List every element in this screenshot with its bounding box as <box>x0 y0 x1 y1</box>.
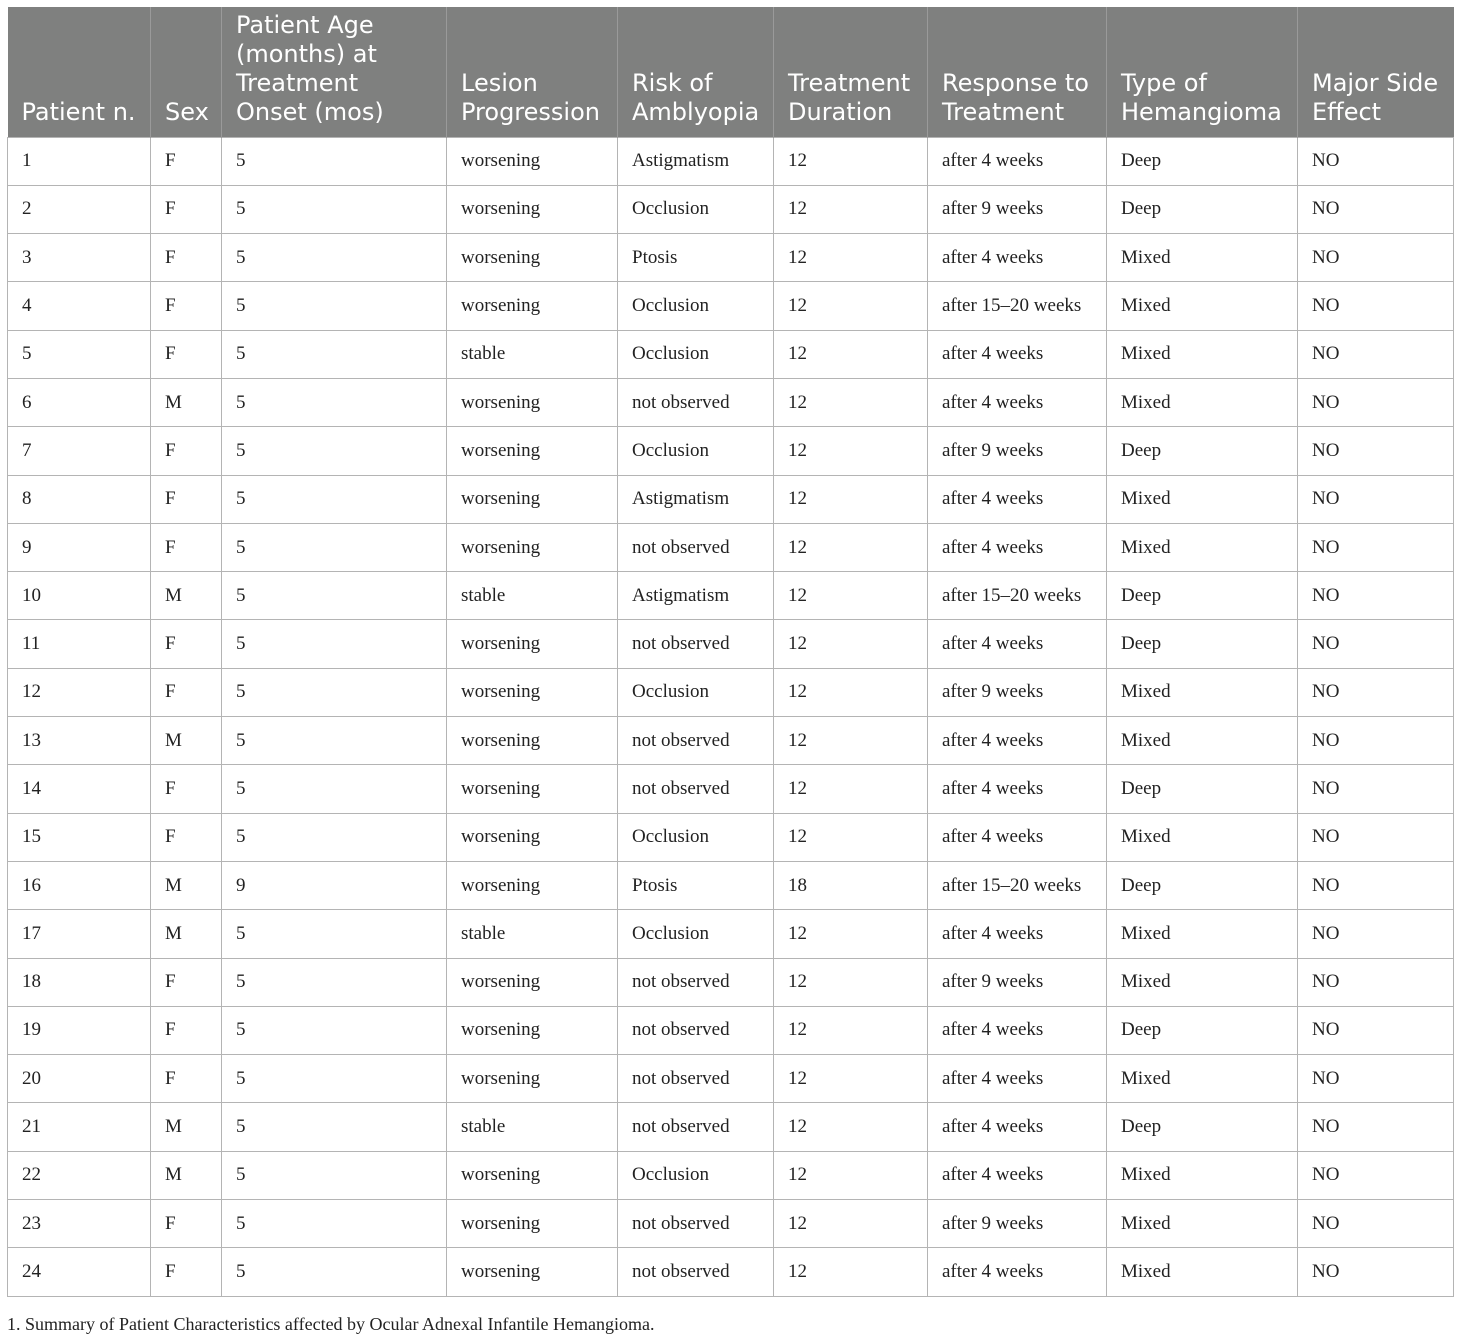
cell-type-of-hemangioma: Deep <box>1107 1006 1298 1054</box>
cell-risk-of-amblyopia: not observed <box>618 1006 774 1054</box>
cell-major-side-effect: NO <box>1298 1151 1454 1199</box>
cell-risk-of-amblyopia: Occlusion <box>618 185 774 233</box>
cell-patient-number: 18 <box>8 958 151 1006</box>
cell-patient-number: 3 <box>8 234 151 282</box>
cell-response-to-treatment: after 15–20 weeks <box>928 861 1107 909</box>
cell-lesion-progression: worsening <box>447 137 618 185</box>
cell-response-to-treatment: after 4 weeks <box>928 378 1107 426</box>
cell-treatment-duration: 12 <box>774 1248 928 1296</box>
cell-risk-of-amblyopia: not observed <box>618 958 774 1006</box>
cell-treatment-duration: 12 <box>774 1103 928 1151</box>
cell-sex: F <box>151 1006 222 1054</box>
cell-patient-age: 5 <box>222 475 447 523</box>
cell-lesion-progression: stable <box>447 910 618 958</box>
cell-type-of-hemangioma: Deep <box>1107 861 1298 909</box>
cell-major-side-effect: NO <box>1298 378 1454 426</box>
cell-major-side-effect: NO <box>1298 1248 1454 1296</box>
cell-type-of-hemangioma: Deep <box>1107 137 1298 185</box>
cell-response-to-treatment: after 4 weeks <box>928 330 1107 378</box>
header-patient-age: Patient Age (months) at Treatment Onset (mos) <box>222 7 447 137</box>
cell-response-to-treatment: after 9 weeks <box>928 1200 1107 1248</box>
cell-patient-age: 5 <box>222 1006 447 1054</box>
cell-type-of-hemangioma: Mixed <box>1107 1200 1298 1248</box>
cell-treatment-duration: 12 <box>774 1055 928 1103</box>
cell-risk-of-amblyopia: Ptosis <box>618 234 774 282</box>
cell-type-of-hemangioma: Mixed <box>1107 523 1298 571</box>
cell-type-of-hemangioma: Mixed <box>1107 475 1298 523</box>
cell-sex: M <box>151 861 222 909</box>
cell-major-side-effect: NO <box>1298 861 1454 909</box>
cell-patient-age: 5 <box>222 668 447 716</box>
cell-response-to-treatment: after 9 weeks <box>928 958 1107 1006</box>
cell-response-to-treatment: after 4 weeks <box>928 1103 1107 1151</box>
cell-major-side-effect: NO <box>1298 1103 1454 1151</box>
cell-risk-of-amblyopia: Occlusion <box>618 668 774 716</box>
cell-type-of-hemangioma: Mixed <box>1107 717 1298 765</box>
cell-sex: F <box>151 427 222 475</box>
header-risk-of-amblyopia: Risk of Amblyopia <box>618 7 774 137</box>
table-row <box>8 282 1454 330</box>
header-patient-number: Patient n. <box>8 7 151 137</box>
cell-major-side-effect: NO <box>1298 1006 1454 1054</box>
cell-risk-of-amblyopia: not observed <box>618 378 774 426</box>
cell-patient-age: 5 <box>222 813 447 861</box>
table-row <box>8 910 1454 958</box>
cell-sex: F <box>151 668 222 716</box>
cell-lesion-progression: worsening <box>447 475 618 523</box>
table-row <box>8 1151 1454 1199</box>
cell-lesion-progression: stable <box>447 572 618 620</box>
cell-treatment-duration: 12 <box>774 523 928 571</box>
table-row <box>8 1103 1454 1151</box>
cell-patient-age: 5 <box>222 910 447 958</box>
cell-lesion-progression: worsening <box>447 861 618 909</box>
cell-lesion-progression: worsening <box>447 717 618 765</box>
table-row <box>8 378 1454 426</box>
table-row <box>8 1200 1454 1248</box>
cell-response-to-treatment: after 4 weeks <box>928 620 1107 668</box>
cell-type-of-hemangioma: Mixed <box>1107 330 1298 378</box>
cell-sex: F <box>151 137 222 185</box>
cell-type-of-hemangioma: Deep <box>1107 185 1298 233</box>
cell-patient-number: 20 <box>8 1055 151 1103</box>
cell-lesion-progression: stable <box>447 1103 618 1151</box>
cell-risk-of-amblyopia: not observed <box>618 1055 774 1103</box>
cell-patient-number: 11 <box>8 620 151 668</box>
cell-risk-of-amblyopia: Astigmatism <box>618 475 774 523</box>
cell-patient-age: 5 <box>222 620 447 668</box>
cell-type-of-hemangioma: Deep <box>1107 620 1298 668</box>
cell-type-of-hemangioma: Deep <box>1107 1103 1298 1151</box>
cell-response-to-treatment: after 4 weeks <box>928 234 1107 282</box>
cell-risk-of-amblyopia: Astigmatism <box>618 572 774 620</box>
cell-lesion-progression: worsening <box>447 427 618 475</box>
cell-treatment-duration: 12 <box>774 1006 928 1054</box>
cell-patient-age: 5 <box>222 378 447 426</box>
patient-characteristics-table <box>7 7 1454 1297</box>
table-body <box>8 137 1454 1296</box>
cell-type-of-hemangioma: Mixed <box>1107 282 1298 330</box>
cell-patient-number: 1 <box>8 137 151 185</box>
cell-risk-of-amblyopia: Occlusion <box>618 910 774 958</box>
cell-treatment-duration: 12 <box>774 1151 928 1199</box>
cell-type-of-hemangioma: Deep <box>1107 572 1298 620</box>
table-row <box>8 813 1454 861</box>
cell-patient-number: 15 <box>8 813 151 861</box>
cell-patient-number: 23 <box>8 1200 151 1248</box>
cell-sex: F <box>151 813 222 861</box>
cell-patient-number: 2 <box>8 185 151 233</box>
cell-type-of-hemangioma: Mixed <box>1107 813 1298 861</box>
cell-treatment-duration: 12 <box>774 668 928 716</box>
cell-patient-number: 24 <box>8 1248 151 1296</box>
cell-lesion-progression: worsening <box>447 1200 618 1248</box>
cell-response-to-treatment: after 4 weeks <box>928 1055 1107 1103</box>
cell-type-of-hemangioma: Mixed <box>1107 1151 1298 1199</box>
cell-lesion-progression: worsening <box>447 1055 618 1103</box>
cell-major-side-effect: NO <box>1298 910 1454 958</box>
table-row <box>8 572 1454 620</box>
table-row <box>8 427 1454 475</box>
cell-treatment-duration: 18 <box>774 861 928 909</box>
cell-patient-age: 5 <box>222 1055 447 1103</box>
cell-major-side-effect: NO <box>1298 717 1454 765</box>
cell-sex: F <box>151 282 222 330</box>
table-row <box>8 234 1454 282</box>
cell-patient-age: 5 <box>222 330 447 378</box>
cell-patient-number: 21 <box>8 1103 151 1151</box>
cell-patient-number: 5 <box>8 330 151 378</box>
cell-risk-of-amblyopia: Occlusion <box>618 282 774 330</box>
cell-treatment-duration: 12 <box>774 330 928 378</box>
cell-lesion-progression: worsening <box>447 813 618 861</box>
cell-patient-number: 10 <box>8 572 151 620</box>
cell-major-side-effect: NO <box>1298 185 1454 233</box>
cell-lesion-progression: worsening <box>447 378 618 426</box>
cell-risk-of-amblyopia: not observed <box>618 1103 774 1151</box>
cell-patient-number: 16 <box>8 861 151 909</box>
cell-type-of-hemangioma: Mixed <box>1107 378 1298 426</box>
cell-major-side-effect: NO <box>1298 282 1454 330</box>
table-caption: 1. Summary of Patient Characteristics affected by Ocular Adnexal Infantile Hemangioma. <box>7 1314 655 1334</box>
cell-response-to-treatment: after 4 weeks <box>928 765 1107 813</box>
table-row <box>8 475 1454 523</box>
cell-lesion-progression: worsening <box>447 765 618 813</box>
cell-treatment-duration: 12 <box>774 765 928 813</box>
cell-response-to-treatment: after 4 weeks <box>928 717 1107 765</box>
cell-response-to-treatment: after 4 weeks <box>928 910 1107 958</box>
cell-patient-number: 4 <box>8 282 151 330</box>
cell-patient-number: 13 <box>8 717 151 765</box>
cell-response-to-treatment: after 9 weeks <box>928 427 1107 475</box>
cell-risk-of-amblyopia: Occlusion <box>618 427 774 475</box>
cell-risk-of-amblyopia: not observed <box>618 620 774 668</box>
cell-sex: M <box>151 1103 222 1151</box>
cell-response-to-treatment: after 15–20 weeks <box>928 572 1107 620</box>
cell-major-side-effect: NO <box>1298 427 1454 475</box>
cell-patient-number: 14 <box>8 765 151 813</box>
cell-treatment-duration: 12 <box>774 620 928 668</box>
cell-risk-of-amblyopia: Occlusion <box>618 813 774 861</box>
cell-major-side-effect: NO <box>1298 330 1454 378</box>
cell-type-of-hemangioma: Deep <box>1107 765 1298 813</box>
cell-lesion-progression: worsening <box>447 620 618 668</box>
cell-patient-age: 5 <box>222 1248 447 1296</box>
header-lesion-progression: Lesion Progression <box>447 7 618 137</box>
cell-risk-of-amblyopia: not observed <box>618 523 774 571</box>
cell-treatment-duration: 12 <box>774 137 928 185</box>
cell-lesion-progression: worsening <box>447 185 618 233</box>
cell-sex: F <box>151 330 222 378</box>
cell-patient-number: 7 <box>8 427 151 475</box>
cell-response-to-treatment: after 4 weeks <box>928 523 1107 571</box>
cell-sex: F <box>151 1055 222 1103</box>
cell-lesion-progression: worsening <box>447 1006 618 1054</box>
cell-lesion-progression: worsening <box>447 523 618 571</box>
cell-risk-of-amblyopia: Ptosis <box>618 861 774 909</box>
table-row <box>8 620 1454 668</box>
cell-lesion-progression: worsening <box>447 234 618 282</box>
cell-patient-number: 6 <box>8 378 151 426</box>
cell-major-side-effect: NO <box>1298 1055 1454 1103</box>
header-row <box>8 7 1454 137</box>
cell-risk-of-amblyopia: not observed <box>618 1200 774 1248</box>
cell-major-side-effect: NO <box>1298 765 1454 813</box>
cell-major-side-effect: NO <box>1298 234 1454 282</box>
cell-type-of-hemangioma: Mixed <box>1107 910 1298 958</box>
cell-patient-age: 5 <box>222 523 447 571</box>
cell-sex: F <box>151 234 222 282</box>
table-row <box>8 765 1454 813</box>
cell-sex: F <box>151 523 222 571</box>
table-row <box>8 523 1454 571</box>
cell-major-side-effect: NO <box>1298 137 1454 185</box>
cell-major-side-effect: NO <box>1298 523 1454 571</box>
cell-response-to-treatment: after 9 weeks <box>928 668 1107 716</box>
cell-type-of-hemangioma: Mixed <box>1107 1248 1298 1296</box>
table-row <box>8 1055 1454 1103</box>
cell-patient-age: 5 <box>222 234 447 282</box>
cell-patient-age: 5 <box>222 1200 447 1248</box>
cell-lesion-progression: stable <box>447 330 618 378</box>
cell-patient-age: 5 <box>222 282 447 330</box>
cell-risk-of-amblyopia: Astigmatism <box>618 137 774 185</box>
cell-patient-number: 9 <box>8 523 151 571</box>
cell-treatment-duration: 12 <box>774 717 928 765</box>
cell-sex: F <box>151 1200 222 1248</box>
cell-patient-number: 8 <box>8 475 151 523</box>
cell-treatment-duration: 12 <box>774 958 928 1006</box>
cell-sex: F <box>151 185 222 233</box>
cell-patient-number: 17 <box>8 910 151 958</box>
cell-patient-age: 5 <box>222 717 447 765</box>
cell-patient-age: 5 <box>222 958 447 1006</box>
table-row <box>8 137 1454 185</box>
patient-table-container <box>7 7 1453 1297</box>
table-row <box>8 330 1454 378</box>
cell-major-side-effect: NO <box>1298 958 1454 1006</box>
table-row <box>8 1006 1454 1054</box>
table-row <box>8 185 1454 233</box>
table-row <box>8 958 1454 1006</box>
cell-sex: M <box>151 717 222 765</box>
cell-patient-age: 5 <box>222 1151 447 1199</box>
header-sex: Sex <box>151 7 222 137</box>
cell-treatment-duration: 12 <box>774 813 928 861</box>
cell-sex: M <box>151 572 222 620</box>
table-row <box>8 1248 1454 1296</box>
cell-response-to-treatment: after 15–20 weeks <box>928 282 1107 330</box>
cell-lesion-progression: worsening <box>447 282 618 330</box>
cell-lesion-progression: worsening <box>447 1248 618 1296</box>
cell-lesion-progression: worsening <box>447 958 618 1006</box>
cell-patient-age: 5 <box>222 137 447 185</box>
cell-major-side-effect: NO <box>1298 620 1454 668</box>
cell-sex: M <box>151 378 222 426</box>
cell-treatment-duration: 12 <box>774 234 928 282</box>
cell-treatment-duration: 12 <box>774 185 928 233</box>
cell-patient-age: 5 <box>222 572 447 620</box>
cell-risk-of-amblyopia: not observed <box>618 765 774 813</box>
cell-response-to-treatment: after 4 weeks <box>928 475 1107 523</box>
cell-treatment-duration: 12 <box>774 427 928 475</box>
cell-treatment-duration: 12 <box>774 378 928 426</box>
cell-sex: M <box>151 910 222 958</box>
cell-treatment-duration: 12 <box>774 282 928 330</box>
table-row <box>8 668 1454 716</box>
cell-lesion-progression: worsening <box>447 1151 618 1199</box>
cell-treatment-duration: 12 <box>774 1200 928 1248</box>
cell-patient-age: 5 <box>222 427 447 475</box>
cell-sex: F <box>151 620 222 668</box>
cell-treatment-duration: 12 <box>774 572 928 620</box>
cell-patient-age: 5 <box>222 185 447 233</box>
table-header <box>8 7 1454 137</box>
header-major-side-effect: Major Side Effect <box>1298 7 1454 137</box>
cell-risk-of-amblyopia: not observed <box>618 1248 774 1296</box>
table-row <box>8 861 1454 909</box>
cell-lesion-progression: worsening <box>447 668 618 716</box>
cell-patient-age: 9 <box>222 861 447 909</box>
cell-major-side-effect: NO <box>1298 668 1454 716</box>
cell-risk-of-amblyopia: not observed <box>618 717 774 765</box>
cell-type-of-hemangioma: Mixed <box>1107 234 1298 282</box>
cell-major-side-effect: NO <box>1298 813 1454 861</box>
cell-patient-number: 19 <box>8 1006 151 1054</box>
cell-sex: F <box>151 1248 222 1296</box>
cell-major-side-effect: NO <box>1298 475 1454 523</box>
cell-response-to-treatment: after 4 weeks <box>928 137 1107 185</box>
cell-type-of-hemangioma: Mixed <box>1107 1055 1298 1103</box>
cell-major-side-effect: NO <box>1298 572 1454 620</box>
cell-type-of-hemangioma: Mixed <box>1107 668 1298 716</box>
cell-patient-number: 22 <box>8 1151 151 1199</box>
header-response-to-treatment: Response to Treatment <box>928 7 1107 137</box>
cell-type-of-hemangioma: Mixed <box>1107 958 1298 1006</box>
cell-risk-of-amblyopia: Occlusion <box>618 330 774 378</box>
cell-response-to-treatment: after 4 weeks <box>928 1248 1107 1296</box>
cell-risk-of-amblyopia: Occlusion <box>618 1151 774 1199</box>
cell-response-to-treatment: after 4 weeks <box>928 813 1107 861</box>
cell-major-side-effect: NO <box>1298 1200 1454 1248</box>
header-type-of-hemangioma: Type of Hemangioma <box>1107 7 1298 137</box>
header-treatment-duration: Treatment Duration <box>774 7 928 137</box>
cell-treatment-duration: 12 <box>774 910 928 958</box>
cell-patient-age: 5 <box>222 765 447 813</box>
cell-response-to-treatment: after 4 weeks <box>928 1006 1107 1054</box>
cell-response-to-treatment: after 4 weeks <box>928 1151 1107 1199</box>
cell-sex: M <box>151 1151 222 1199</box>
cell-treatment-duration: 12 <box>774 475 928 523</box>
table-row <box>8 717 1454 765</box>
cell-type-of-hemangioma: Deep <box>1107 427 1298 475</box>
cell-sex: F <box>151 765 222 813</box>
cell-sex: F <box>151 958 222 1006</box>
cell-patient-number: 12 <box>8 668 151 716</box>
cell-response-to-treatment: after 9 weeks <box>928 185 1107 233</box>
cell-patient-age: 5 <box>222 1103 447 1151</box>
cell-sex: F <box>151 475 222 523</box>
